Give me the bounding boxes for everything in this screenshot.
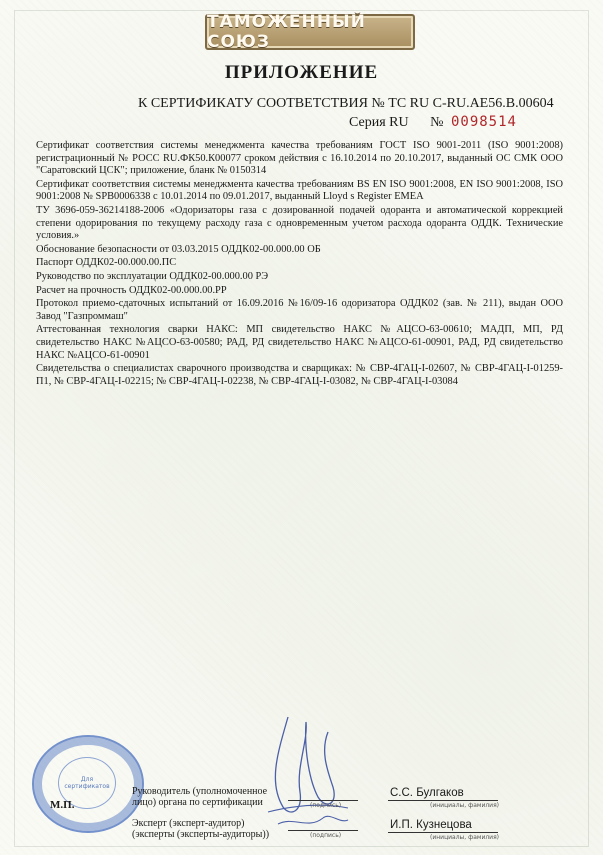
head-name-caption: (инициалы, фамилия) xyxy=(430,802,500,809)
series-line xyxy=(349,114,517,131)
paragraph-5: Паспорт ОДДК02-00.000.00.ПС xyxy=(36,257,177,269)
customs-union-emblem xyxy=(205,14,415,50)
head-name: С.С. Булгаков xyxy=(390,787,464,799)
mp-mark: М.П. xyxy=(50,799,75,811)
head-label: Руководитель (уполномоченное лицо) органа по сертификации xyxy=(132,786,268,808)
paragraph-6: Руководство по эксплуатации ОДДК02-00.000.00 РЭ xyxy=(36,270,269,282)
document-body xyxy=(36,140,563,389)
seal-center-text: Для сертификатов xyxy=(64,776,110,790)
certification-seal xyxy=(32,735,144,833)
expert-label: Эксперт (эксперт-аудитор) (эксперты (эксперты-аудиторы)) xyxy=(132,818,270,840)
expert-signature-line xyxy=(288,830,358,831)
expert-name-caption: (инициалы, фамилия) xyxy=(430,834,500,841)
head-sign-caption: (подпись) xyxy=(310,802,342,809)
paragraph-8: Протокол приемо-сдаточных испытаний от 16.09.2016 №16/09-16 одоризатора ОДДК02 (зав. № 211), выдан ООО Завод "Газпроммаш" xyxy=(36,298,563,322)
paragraph-2: Сертификат соответствия системы менеджмента качества требованиям BS EN ISO 9001:2008, EN ISO 9001:2008, ISO 9001:2008 № SPB0006338 с 10.01.2014 по 09.01.2017, выданный Lloyd s Register EMEA xyxy=(36,178,563,203)
paragraph-10: Свидетельства о специалистах сварочного производства и сварщиках: № СВР-4ГАЦ-I-02607, № СВР-4ГАЦ-I-01259-П1, № СВР-4ГАЦ-I-02215; № СВР-4ГАЦ-I-02238, № СВР-4ГАЦ-I-03082, № СВР-4ГАЦ-I-03084 xyxy=(36,363,563,387)
paragraph-9: Аттестованная технология сварки НАКС: МП свидетельство НАКС №АЦСО-63-00610; МАДП, МП, РД свидетельство НАКС №АЦСО-63-00580; РАД, РД свидетельство НАКС №АЦСО-61-00901, РАД, РД свидетельство НАКС №АЦСО-61-00901 xyxy=(36,324,563,361)
expert-name: И.П. Кузнецова xyxy=(390,819,472,831)
document-title: ПРИЛОЖЕНИЕ xyxy=(224,62,379,83)
paragraph-1: Сертификат соответствия системы менеджмента качества требованиям ГОСТ ISO 9001-2011 (ISO 9001:2008) регистрационный № РОСС RU.ФК50.К00077 сроком действия с 16.10.2014 по 20.10.2017, выданный ОС СМК ООО "Саратовский ЦСК"; приложение, бланк № 0150314 xyxy=(36,140,563,177)
paragraph-7: Расчет на прочность ОДДК02-00.000.00.РР xyxy=(36,284,227,296)
series-label: Серия RU xyxy=(349,115,409,130)
expert-name-line xyxy=(388,832,498,833)
paragraph-3: ТУ 3696-059-36214188-2006 «Одоризаторы газа с дозированной подачей одоранта и автоматической коррекцией степени одорирования по текущему расходу газа с одновременным учетом расхода одоранта ОДДК. Технические условия.» xyxy=(36,204,563,242)
number-label: № xyxy=(430,115,444,130)
head-name-line xyxy=(388,800,498,801)
form-number: 0098514 xyxy=(450,114,517,130)
head-signature-line xyxy=(288,800,358,801)
certificate-reference: К СЕРТИФИКАТУ СООТВЕТСТВИЯ № ТС RU С-RU.АЕ56.В.00604 xyxy=(138,96,554,111)
paragraph-4: Обоснование безопасности от 03.03.2015 ОДДК02-00.000.00 ОБ xyxy=(36,243,321,255)
emblem-text: ТАМОЖЕННЫЙ СОЮЗ xyxy=(207,12,366,52)
expert-sign-caption: (подпись) xyxy=(310,832,342,839)
